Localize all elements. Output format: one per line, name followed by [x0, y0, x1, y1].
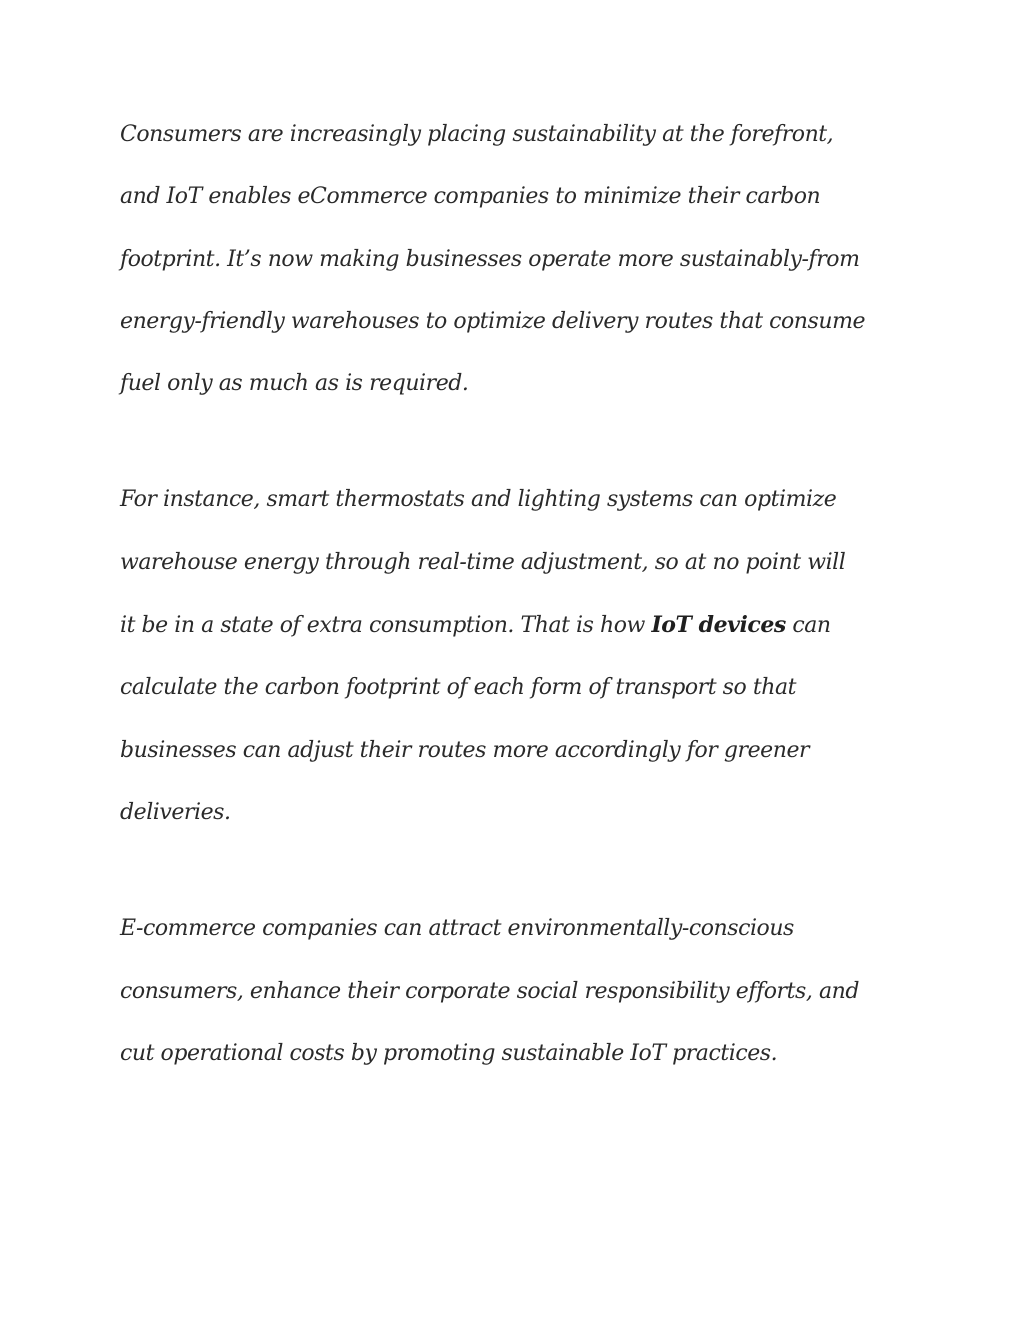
iot-devices-emphasis: IoT devices [651, 612, 786, 639]
text-line: deliveries. [120, 799, 231, 825]
text-line-with-emphasis [120, 594, 920, 657]
text-line: fuel only as much as is required. [120, 371, 469, 397]
text-line: energy-friendly warehouses to optimize delivery routes that consume [120, 308, 866, 334]
text-line: For instance, smart thermostats and lighting systems can optimize [120, 487, 837, 513]
text-line: Consumers are increasingly placing sustainability at the forefront, [120, 122, 834, 147]
document-body [120, 104, 920, 1139]
text-line: footprint. It’s now making businesses operate more sustainably-from [120, 246, 860, 272]
text-line: and IoT enables eCommerce companies to minimize their carbon [120, 184, 821, 210]
paragraph-sustainability [120, 104, 920, 415]
text-line: consumers, enhance their corporate social responsibility efforts, and [120, 978, 859, 1004]
text-segment: can [785, 613, 831, 639]
text-line: E-commerce companies can attract environmentally-conscious [120, 916, 794, 942]
text-line: businesses can adjust their routes more accordingly for greener [120, 737, 810, 763]
text-line: warehouse energy through real-time adjustment, so at no point will [120, 549, 846, 575]
text-line: calculate the carbon footprint of each form of transport so that [120, 675, 796, 701]
text-segment: it be in a state of extra consumption. That is how [120, 613, 652, 639]
paragraph-smart-devices [120, 469, 920, 844]
paragraph-ecommerce-benefits [120, 898, 920, 1085]
text-line: cut operational costs by promoting sustainable IoT practices. [120, 1040, 778, 1066]
